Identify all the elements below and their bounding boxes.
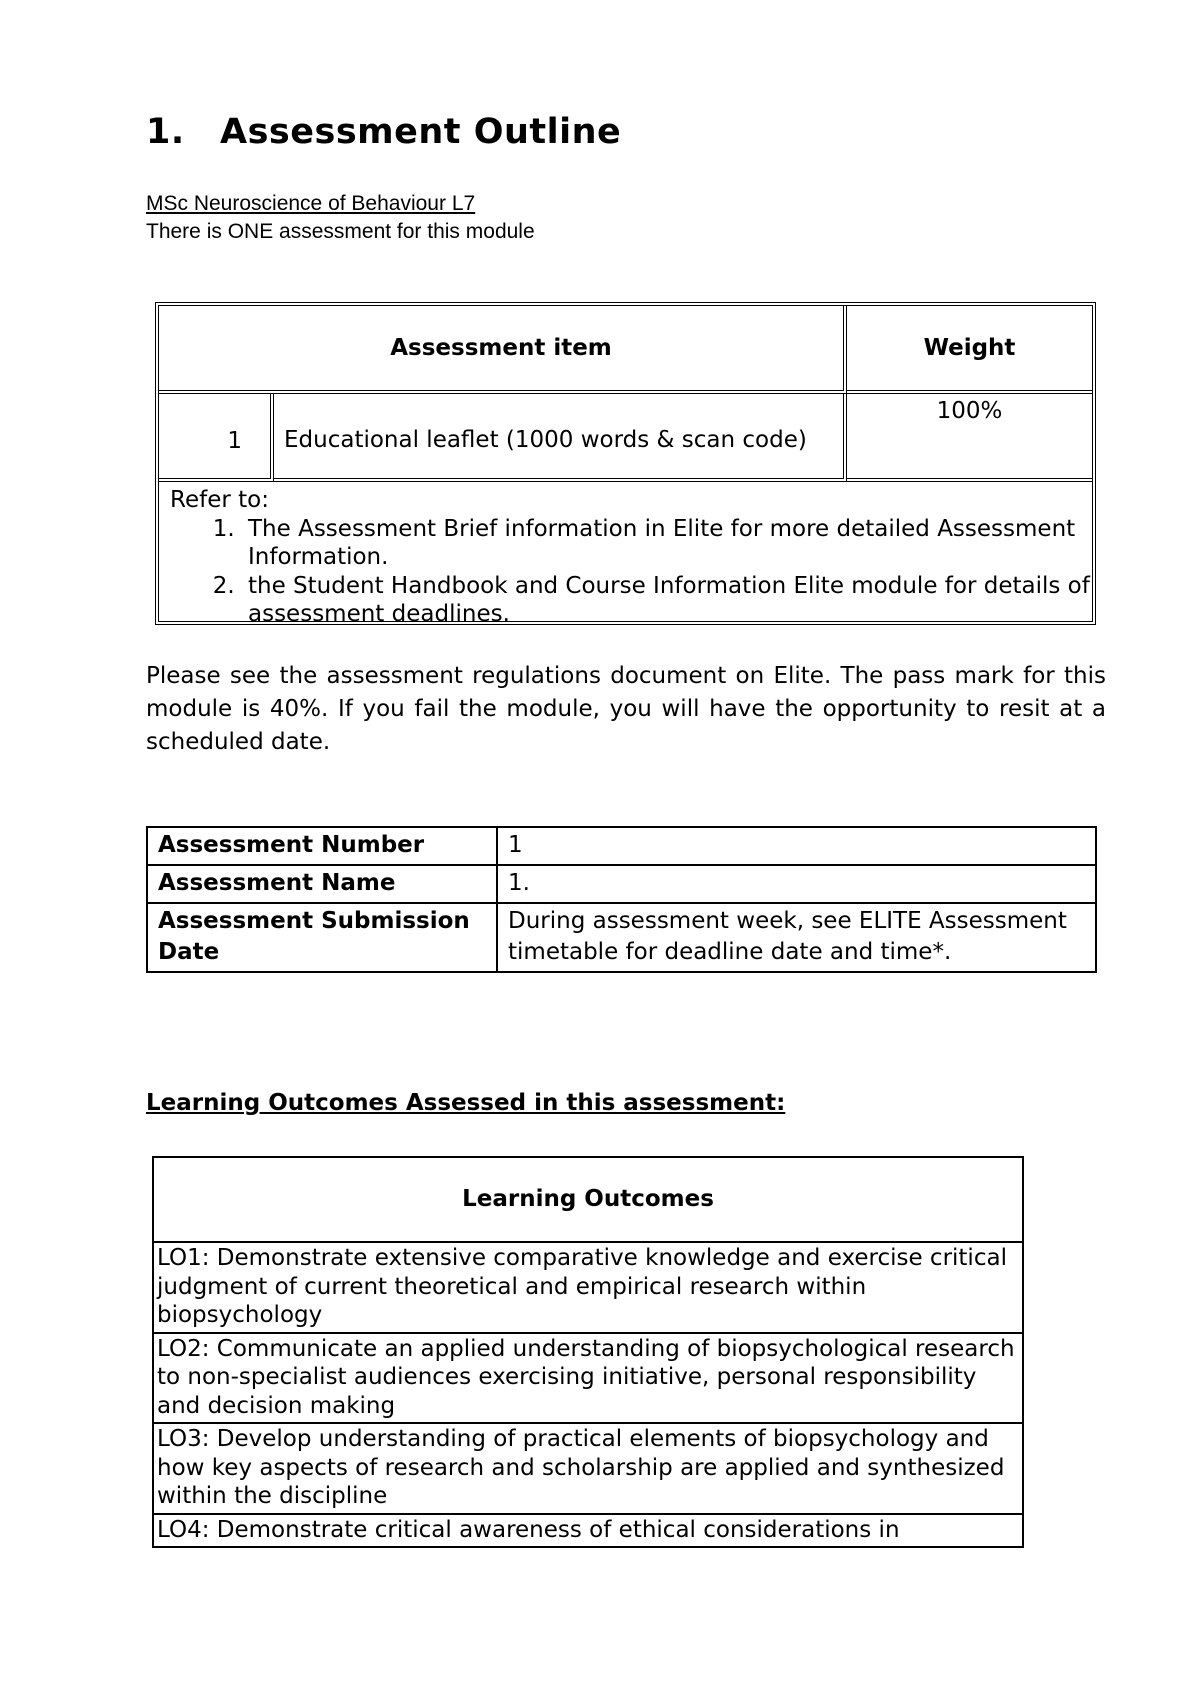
learning-outcomes-header: Learning Outcomes [153,1157,1023,1242]
assessment-number-value: 1 [497,827,1096,865]
refer-intro: Refer to: [170,487,269,513]
learning-outcomes-table [152,1156,1024,1548]
weight-header: Weight [847,306,1092,394]
assessment-item-header: Assessment item [159,306,847,394]
learning-outcome-item: LO2: Communicate an applied understanding of biopsychological research to non-specialist audiences exercising initiative, personal responsibility and decision making [153,1333,1023,1424]
learning-outcome-item: LO3: Develop understanding of practical elements of biopsychology and how key aspects of research and scholarship are applied and synthesized within the discipline [153,1423,1023,1514]
table-row [153,1157,1023,1242]
assessment-item-weight: 100% [847,394,1092,482]
table-row [153,1423,1023,1514]
assessment-name-label: Assessment Name [147,865,497,903]
refer-list [170,515,1092,629]
assessment-item-number: 1 [159,394,274,482]
table-row [153,1242,1023,1333]
section-number: 1. [146,112,185,152]
learning-outcome-item: LO4: Demonstrate critical awareness of ethical considerations in [153,1514,1023,1548]
regulations-paragraph: Please see the assessment regulations document on Elite. The pass mark for this module is 40%. If you fail the module, you will have the opportunity to resit at a scheduled date. [146,663,1106,755]
table-row [147,865,1096,903]
learning-outcomes-heading: Learning Outcomes Assessed in this assessment: [146,1090,786,1116]
table-row [147,827,1096,865]
learning-outcome-item: LO1: Demonstrate extensive comparative knowledge and exercise critical judgment of current theoretical and empirical research within biopsychology [153,1242,1023,1333]
assessment-items-table [155,302,1096,625]
submission-date-value: During assessment week, see ELITE Assessment timetable for deadline date and time*. [497,903,1096,972]
section-heading [146,112,621,152]
refer-list-item: 1. The Assessment Brief information in Elite for more detailed Assessment Information. [242,515,1092,572]
assessment-count-note: There is ONE assessment for this module [146,220,535,243]
table-row [153,1514,1023,1548]
section-title: Assessment Outline [220,112,622,152]
assessment-name-value: 1. [497,865,1096,903]
assessment-item-description: Educational leaflet (1000 words & scan code) [274,394,847,482]
refer-list-item: 2. the Student Handbook and Course Information Elite module for details of assessment deadlines. [242,572,1092,629]
table-row [147,903,1096,972]
assessment-details-table [146,826,1097,973]
course-title: MSc Neuroscience of Behaviour L7 [146,192,476,215]
submission-date-label: Assessment Submission Date [147,903,497,972]
assessment-number-label: Assessment Number [147,827,497,865]
table-row [153,1333,1023,1424]
refer-to-note [159,482,1092,627]
